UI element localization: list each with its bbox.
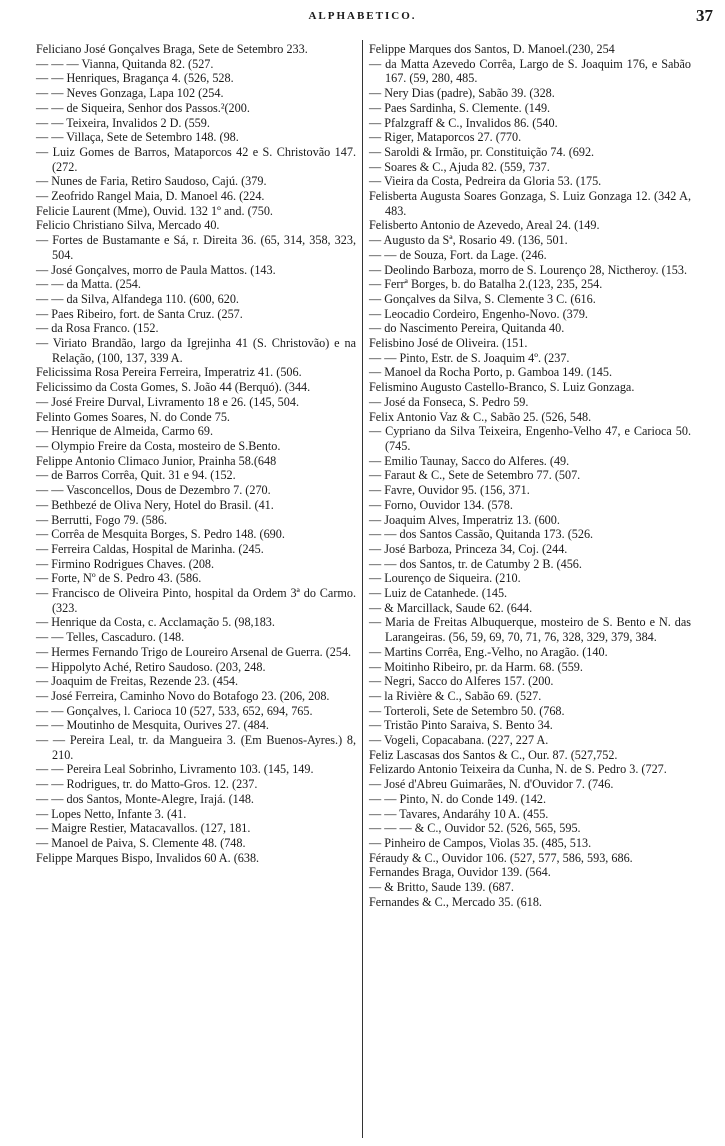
directory-entry: — José Freire Durval, Livramento 18 e 26. (145, 504. bbox=[36, 394, 299, 409]
directory-entry: — Francisco de Oliveira Pinto, hospital da Ordem 3ª do Carmo. (323. bbox=[36, 586, 356, 615]
directory-entry: — Corrêa de Mesquita Borges, S. Pedro 148. (690. bbox=[36, 527, 285, 542]
directory-entry: — Ferreira Caldas, Hospital de Marinha. (245. bbox=[36, 541, 264, 556]
directory-entry: — — dos Santos Cassão, Quitanda 173. (526. bbox=[369, 527, 594, 542]
directory-entry: — da Matta Azevedo Corrêa, Largo de S. Joaquim 176, e Sabão 167. (59, 280, 485. bbox=[369, 56, 691, 86]
directory-entry: Felisberto Antonio de Azevedo, Areal 24. (149. bbox=[369, 218, 600, 233]
directory-entry: Féraudy & C., Ouvidor 106. (527, 577, 586, 593, 686. bbox=[369, 850, 633, 865]
directory-entry: — Viriato Brandão, largo da Igrejinha 41 (S. Christovão) e na Relação, (100, 137, 339 A. bbox=[36, 336, 356, 365]
directory-entry: — Henrique de Almeida, Carmo 69. bbox=[36, 424, 214, 439]
directory-entry: — Paes Ribeiro, fort. de Santa Cruz. (257. bbox=[36, 306, 243, 321]
directory-entry: — Zeofrido Rangel Maia, D. Manoel 46. (224. bbox=[36, 189, 265, 204]
directory-entry: — — dos Santos, Monte-Alegre, Irajá. (148. bbox=[36, 791, 254, 806]
page-header-title: ALPHABETICO. bbox=[308, 10, 417, 22]
directory-entry: Felippe Marques Bispo, Invalidos 60 A. (638. bbox=[36, 850, 260, 865]
directory-entry: — — Moutinho de Mesquita, Ourives 27. (484. bbox=[36, 718, 269, 733]
directory-entry: — Riger, Mataporcos 27. (770. bbox=[369, 130, 522, 145]
directory-entry: — — Henriques, Bragança 4. (526, 528. bbox=[36, 71, 234, 86]
directory-entry: — Henrique da Costa, c. Acclamação 5. (98,183. bbox=[36, 615, 275, 630]
directory-entry: — da Rosa Franco. (152. bbox=[36, 321, 159, 336]
directory-entry: — Joaquim Alves, Imperatriz 13. (600. bbox=[369, 512, 560, 527]
directory-entry: — de Barros Corrêa, Quit. 31 e 94. (152. bbox=[36, 468, 236, 483]
directory-entry: — Leocadio Cordeiro, Engenho-Novo. (379. bbox=[369, 306, 588, 321]
directory-entry: — Negri, Sacco do Alferes 157. (200. bbox=[369, 674, 554, 689]
directory-entry: — Luiz de Catanhede. (145. bbox=[369, 586, 508, 601]
directory-entry: — José Ferreira, Caminho Novo do Botafogo 23. (206, 208. bbox=[36, 688, 330, 703]
directory-entry: — Pinheiro de Campos, Violas 35. (485, 513. bbox=[369, 835, 592, 850]
directory-entry: — — da Matta. (254. bbox=[36, 277, 141, 292]
directory-entry: — José da Fonseca, S. Pedro 59. bbox=[369, 394, 529, 409]
right-column bbox=[369, 42, 691, 909]
directory-entry: Felinto Gomes Soares, N. do Conde 75. bbox=[36, 409, 230, 424]
directory-entry: — Maria de Freitas Albuquerque, mosteiro de S. Bento e N. das Larangeiras. (56, 59, 69, 70, 71, 76, 328, 329, 379, 384. bbox=[369, 615, 691, 645]
directory-entry: — Hippolyto Aché, Retiro Saudoso. (203, 248. bbox=[36, 659, 266, 674]
directory-entry: — — Gonçalves, l. Carioca 10 (527, 533, 652, 694, 765. bbox=[36, 703, 313, 718]
directory-entry: Felismino Augusto Castello-Branco, S. Luiz Gonzaga. bbox=[369, 380, 635, 395]
directory-entry: — José Gonçalves, morro de Paula Mattos. (143. bbox=[36, 262, 276, 277]
directory-entry: — — Pinto, Estr. de S. Joaquim 4º. (237. bbox=[369, 350, 570, 365]
directory-entry: — — Rodrigues, tr. do Matto-Gros. 12. (237. bbox=[36, 777, 258, 792]
directory-entry: — Martins Corrêa, Eng.-Velho, no Aragão. (140. bbox=[369, 644, 608, 659]
directory-entry: — Nery Dias (padre), Sabão 39. (328. bbox=[369, 86, 555, 101]
directory-entry: — José d'Abreu Guimarães, N. d'Ouvidor 7. (746. bbox=[369, 777, 614, 792]
page-number: 37 bbox=[696, 6, 713, 25]
directory-entry: — Gonçalves da Silva, S. Clemente 3 C. (616. bbox=[369, 291, 596, 306]
directory-entry: — & Britto, Saude 139. (687. bbox=[369, 880, 514, 895]
directory-entry: Fernandes & C., Mercado 35. (618. bbox=[369, 894, 542, 909]
directory-entry: — Nunes de Faria, Retiro Saudoso, Cajú. (379. bbox=[36, 174, 267, 189]
directory-entry: — — Pereira Leal, tr. da Mangueira 3. (Em Buenos-Ayres.) 8, 210. bbox=[36, 733, 356, 762]
directory-entry: Feliz Lascasas dos Santos & C., Our. 87. (527,752. bbox=[369, 747, 618, 762]
directory-entry: — — Teixeira, Invalidos 2 D. (559. bbox=[36, 115, 210, 130]
directory-entry: — Saroldi & Irmão, pr. Constituição 74. (692. bbox=[369, 144, 595, 159]
directory-entry: — Bethbezé de Oliva Nery, Hotel do Brasil. (41. bbox=[36, 497, 274, 512]
directory-entry: Felicissima Rosa Pereira Ferreira, Imperatriz 41. (506. bbox=[36, 365, 302, 380]
directory-entry: — — — Vianna, Quitanda 82. (527. bbox=[36, 56, 214, 71]
directory-entry: — Vieira da Costa, Pedreira da Gloria 53. (175. bbox=[369, 174, 602, 189]
directory-entry: — do Nascimento Pereira, Quitanda 40. bbox=[369, 321, 565, 336]
directory-entry: — Hermes Fernando Trigo de Loureiro Arsenal de Guerra. (254. bbox=[36, 644, 352, 659]
directory-entry: Felizardo Antonio Teixeira da Cunha, N. de S. Pedro 3. (727. bbox=[369, 762, 667, 777]
directory-entry: — — Neves Gonzaga, Lapa 102 (254. bbox=[36, 86, 224, 101]
directory-entry: — — Vasconcellos, Dous de Dezembro 7. (270. bbox=[36, 483, 271, 498]
directory-entry: — José Barboza, Princeza 34, Coj. (244. bbox=[369, 541, 568, 556]
directory-entry: Felicio Christiano Silva, Mercado 40. bbox=[36, 218, 220, 233]
directory-entry: — — — & C., Ouvidor 52. (526, 565, 595. bbox=[369, 821, 581, 836]
directory-entry: — Maigre Restier, Matacavallos. (127, 181. bbox=[36, 821, 251, 836]
directory-entry: — — Villaça, Sete de Setembro 148. (98. bbox=[36, 130, 239, 145]
directory-entry: — — Telles, Cascaduro. (148. bbox=[36, 630, 185, 645]
directory-entry: — Soares & C., Ajuda 82. (559, 737. bbox=[369, 159, 550, 174]
directory-entry: — Luiz Gomes de Barros, Mataporcos 42 e S. Christovão 147. (272. bbox=[36, 144, 356, 174]
directory-entry: Felicissimo da Costa Gomes, S. João 44 (Berquó). (344. bbox=[36, 380, 311, 395]
directory-entry: Felippe Antonio Climaco Junior, Prainha 58.(648 bbox=[36, 453, 277, 468]
left-column bbox=[36, 42, 356, 865]
directory-entry: Felisbino José de Oliveira. (151. bbox=[369, 336, 528, 351]
directory-entry: — Tristão Pinto Saraiva, S. Bento 34. bbox=[369, 718, 553, 733]
directory-entry: — — Pereira Leal Sobrinho, Livramento 103. (145, 149. bbox=[36, 762, 314, 777]
directory-entry: — Forte, Nº de S. Pedro 43. (586. bbox=[36, 571, 202, 586]
directory-entry: — Pfalzgraff & C., Invalidos 86. (540. bbox=[369, 115, 558, 130]
directory-entry: — Cypriano da Silva Teixeira, Engenho-Velho 47, e Carioca 50. (745. bbox=[369, 424, 691, 453]
directory-entry: — Lopes Netto, Infante 3. (41. bbox=[36, 806, 187, 821]
directory-entry: — Forno, Ouvidor 134. (578. bbox=[369, 497, 513, 512]
directory-entry: — Olympio Freire da Costa, mosteiro de S.Bento. bbox=[36, 438, 281, 453]
directory-entry: — — dos Santos, tr. de Catumby 2 B. (456. bbox=[369, 556, 582, 571]
directory-entry: — Moitinho Ribeiro, pr. da Harm. 68. (559. bbox=[369, 659, 583, 674]
directory-entry: — — Pinto, N. do Conde 149. (142. bbox=[369, 791, 547, 806]
directory-entry: — Lourenço de Siqueira. (210. bbox=[369, 571, 521, 586]
directory-entry: — Deolindo Barboza, morro de S. Lourenço 28, Nictheroy. (153. bbox=[369, 262, 688, 277]
directory-entry: — Augusto da Sª, Rosario 49. (136, 501. bbox=[369, 233, 568, 248]
directory-entry: Feliciano José Gonçalves Braga, Sete de Setembro 233. bbox=[36, 42, 308, 56]
directory-entry: Felix Antonio Vaz & C., Sabão 25. (526, 548. bbox=[369, 409, 592, 424]
directory-entry: Felisberta Augusta Soares Gonzaga, S. Luiz Gonzaga 12. (342 A, 483. bbox=[369, 189, 691, 218]
directory-entry: — Manoel de Paiva, S. Clemente 48. (748. bbox=[36, 835, 246, 850]
directory-entry: Felicie Laurent (Mme), Ouvid. 132 1º and. (750. bbox=[36, 203, 273, 218]
directory-entry: Felippe Marques dos Santos, D. Manoel.(230, 254 bbox=[369, 42, 615, 56]
directory-entry: — Joaquim de Freitas, Rezende 23. (454. bbox=[36, 674, 239, 689]
directory-entry: — Manoel da Rocha Porto, p. Gamboa 149. (145. bbox=[369, 365, 613, 380]
directory-entry: — Favre, Ouvidor 95. (156, 371. bbox=[369, 483, 530, 498]
directory-entry: — Ferrª Borges, b. do Batalha 2.(123, 235, 254. bbox=[369, 277, 603, 292]
directory-entry: — & Marcillack, Saude 62. (644. bbox=[369, 600, 533, 615]
directory-entry: — Firmino Rodrigues Chaves. (208. bbox=[36, 556, 215, 571]
directory-entry: — — de Siqueira, Senhor dos Passos.²(200. bbox=[36, 100, 250, 115]
directory-entry: — Faraut & C., Sete de Setembro 77. (507. bbox=[369, 468, 581, 483]
directory-entry: — Fortes de Bustamante e Sá, r. Direita 36. (65, 314, 358, 323, 504. bbox=[36, 233, 356, 262]
directory-entry: — — de Souza, Fort. da Lage. (246. bbox=[369, 247, 547, 262]
directory-entry: — Vogeli, Copacabana. (227, 227 A. bbox=[369, 733, 549, 748]
directory-entry: Fernandes Braga, Ouvidor 139. (564. bbox=[369, 865, 551, 880]
directory-entry: — Emilio Taunay, Sacco do Alferes. (49. bbox=[369, 453, 570, 468]
directory-entry: — — Tavares, Andaráhy 10 A. (455. bbox=[369, 806, 549, 821]
directory-entry: — Paes Sardinha, S. Clemente. (149. bbox=[369, 100, 551, 115]
directory-entry: — Berrutti, Fogo 79. (586. bbox=[36, 512, 168, 527]
directory-entry: — — da Silva, Alfandega 110. (600, 620. bbox=[36, 291, 239, 306]
directory-entry: — Torteroli, Sete de Setembro 50. (768. bbox=[369, 703, 565, 718]
directory-entry: — la Rivière & C., Sabão 69. (527. bbox=[369, 688, 542, 703]
column-divider bbox=[362, 40, 363, 1138]
